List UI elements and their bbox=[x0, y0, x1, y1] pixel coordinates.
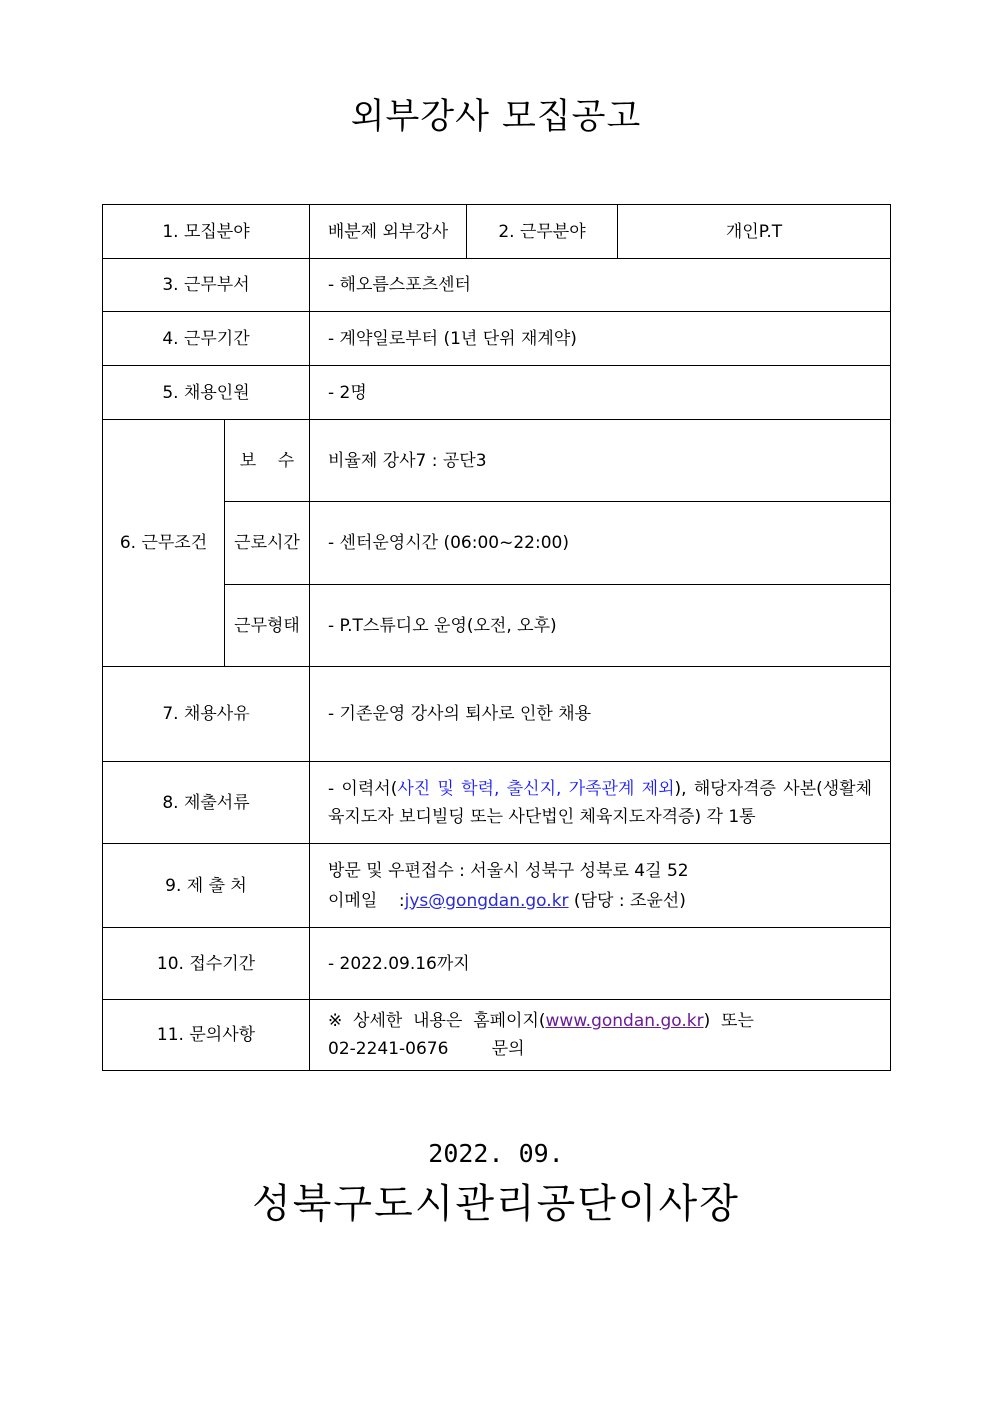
submit-contact: (담당 : 조윤선) bbox=[568, 890, 686, 911]
docs-prefix: - 이력서( bbox=[328, 778, 398, 799]
submit-email-prefix: 이메일 : bbox=[328, 890, 405, 911]
docs-suffix: ), 해당자격증 사본(생활체육지도자 보디빌딩 또는 사단법인 체육지도자격증) 각 1통 bbox=[328, 778, 872, 827]
inquiry-label: 11. 문의사항 bbox=[103, 1000, 310, 1071]
submit-email-line bbox=[328, 886, 872, 916]
inquiry-phone: 02-2241-0676 문의 bbox=[328, 1039, 525, 1059]
inquiry-prefix: ※ 상세한 내용은 홈페이지( bbox=[328, 1011, 546, 1031]
submit-email-link[interactable]: jys@gongdan.go.kr bbox=[404, 890, 569, 911]
dept-value: - 해오름스포츠센터 bbox=[310, 259, 891, 312]
inquiry-line1 bbox=[328, 1007, 872, 1035]
dept-label: 3. 근무부서 bbox=[103, 259, 310, 312]
submit-label: 9. 제 출 처 bbox=[103, 844, 310, 928]
field-label: 1. 모집분야 bbox=[103, 205, 310, 259]
row-dept bbox=[103, 259, 891, 312]
hours-label: 근로시간 bbox=[225, 502, 310, 585]
row-deadline bbox=[103, 928, 891, 1000]
inquiry-suffix: ) 또는 bbox=[703, 1011, 754, 1031]
pay-label: 보 수 bbox=[225, 420, 310, 502]
row-reason bbox=[103, 667, 891, 762]
docs-value bbox=[310, 762, 891, 844]
inquiry-value bbox=[310, 1000, 891, 1071]
docs-exclusion: 사진 및 학력, 출신지, 가족관계 제외 bbox=[397, 778, 675, 799]
notice-title: 외부강사 모집공고 bbox=[350, 97, 642, 137]
row-docs bbox=[103, 762, 891, 844]
homepage-link[interactable]: www.gondan.go.kr bbox=[545, 1011, 704, 1031]
row-period bbox=[103, 312, 891, 366]
row-submit bbox=[103, 844, 891, 928]
row-headcount bbox=[103, 366, 891, 420]
field-value: 배분제 외부강사 bbox=[310, 205, 467, 259]
row-field bbox=[103, 205, 891, 259]
submit-address: 방문 및 우편접수 : 서울시 성북구 성북로 4길 52 bbox=[328, 860, 689, 881]
type-label: 근무형태 bbox=[225, 585, 310, 667]
docs-label: 8. 제출서류 bbox=[103, 762, 310, 844]
notice-date: 2022. 09. bbox=[428, 1139, 564, 1168]
reason-value: - 기존운영 강사의 퇴사로 인한 채용 bbox=[310, 667, 891, 762]
deadline-value: - 2022.09.16까지 bbox=[310, 928, 891, 1000]
headcount-label: 5. 채용인원 bbox=[103, 366, 310, 420]
row-inquiry bbox=[103, 1000, 891, 1071]
recruitment-table bbox=[102, 204, 891, 1071]
conditions-label: 6. 근무조건 bbox=[103, 420, 225, 667]
headcount-value: - 2명 bbox=[310, 366, 891, 420]
type-value: - P.T스튜디오 운영(오전, 오후) bbox=[310, 585, 891, 667]
submit-value bbox=[310, 844, 891, 928]
work-field-label: 2. 근무분야 bbox=[467, 205, 618, 259]
hours-value: - 센터운영시간 (06:00~22:00) bbox=[310, 502, 891, 585]
deadline-label: 10. 접수기간 bbox=[103, 928, 310, 1000]
reason-label: 7. 채용사유 bbox=[103, 667, 310, 762]
work-field-value: 개인P.T bbox=[618, 205, 891, 259]
pay-value: 비율제 강사7 : 공단3 bbox=[310, 420, 891, 502]
period-label: 4. 근무기간 bbox=[103, 312, 310, 366]
period-value: - 계약일로부터 (1년 단위 재계약) bbox=[310, 312, 891, 366]
row-pay bbox=[103, 420, 891, 502]
issuing-organization: 성북구도시관리공단이사장 bbox=[252, 1181, 740, 1227]
